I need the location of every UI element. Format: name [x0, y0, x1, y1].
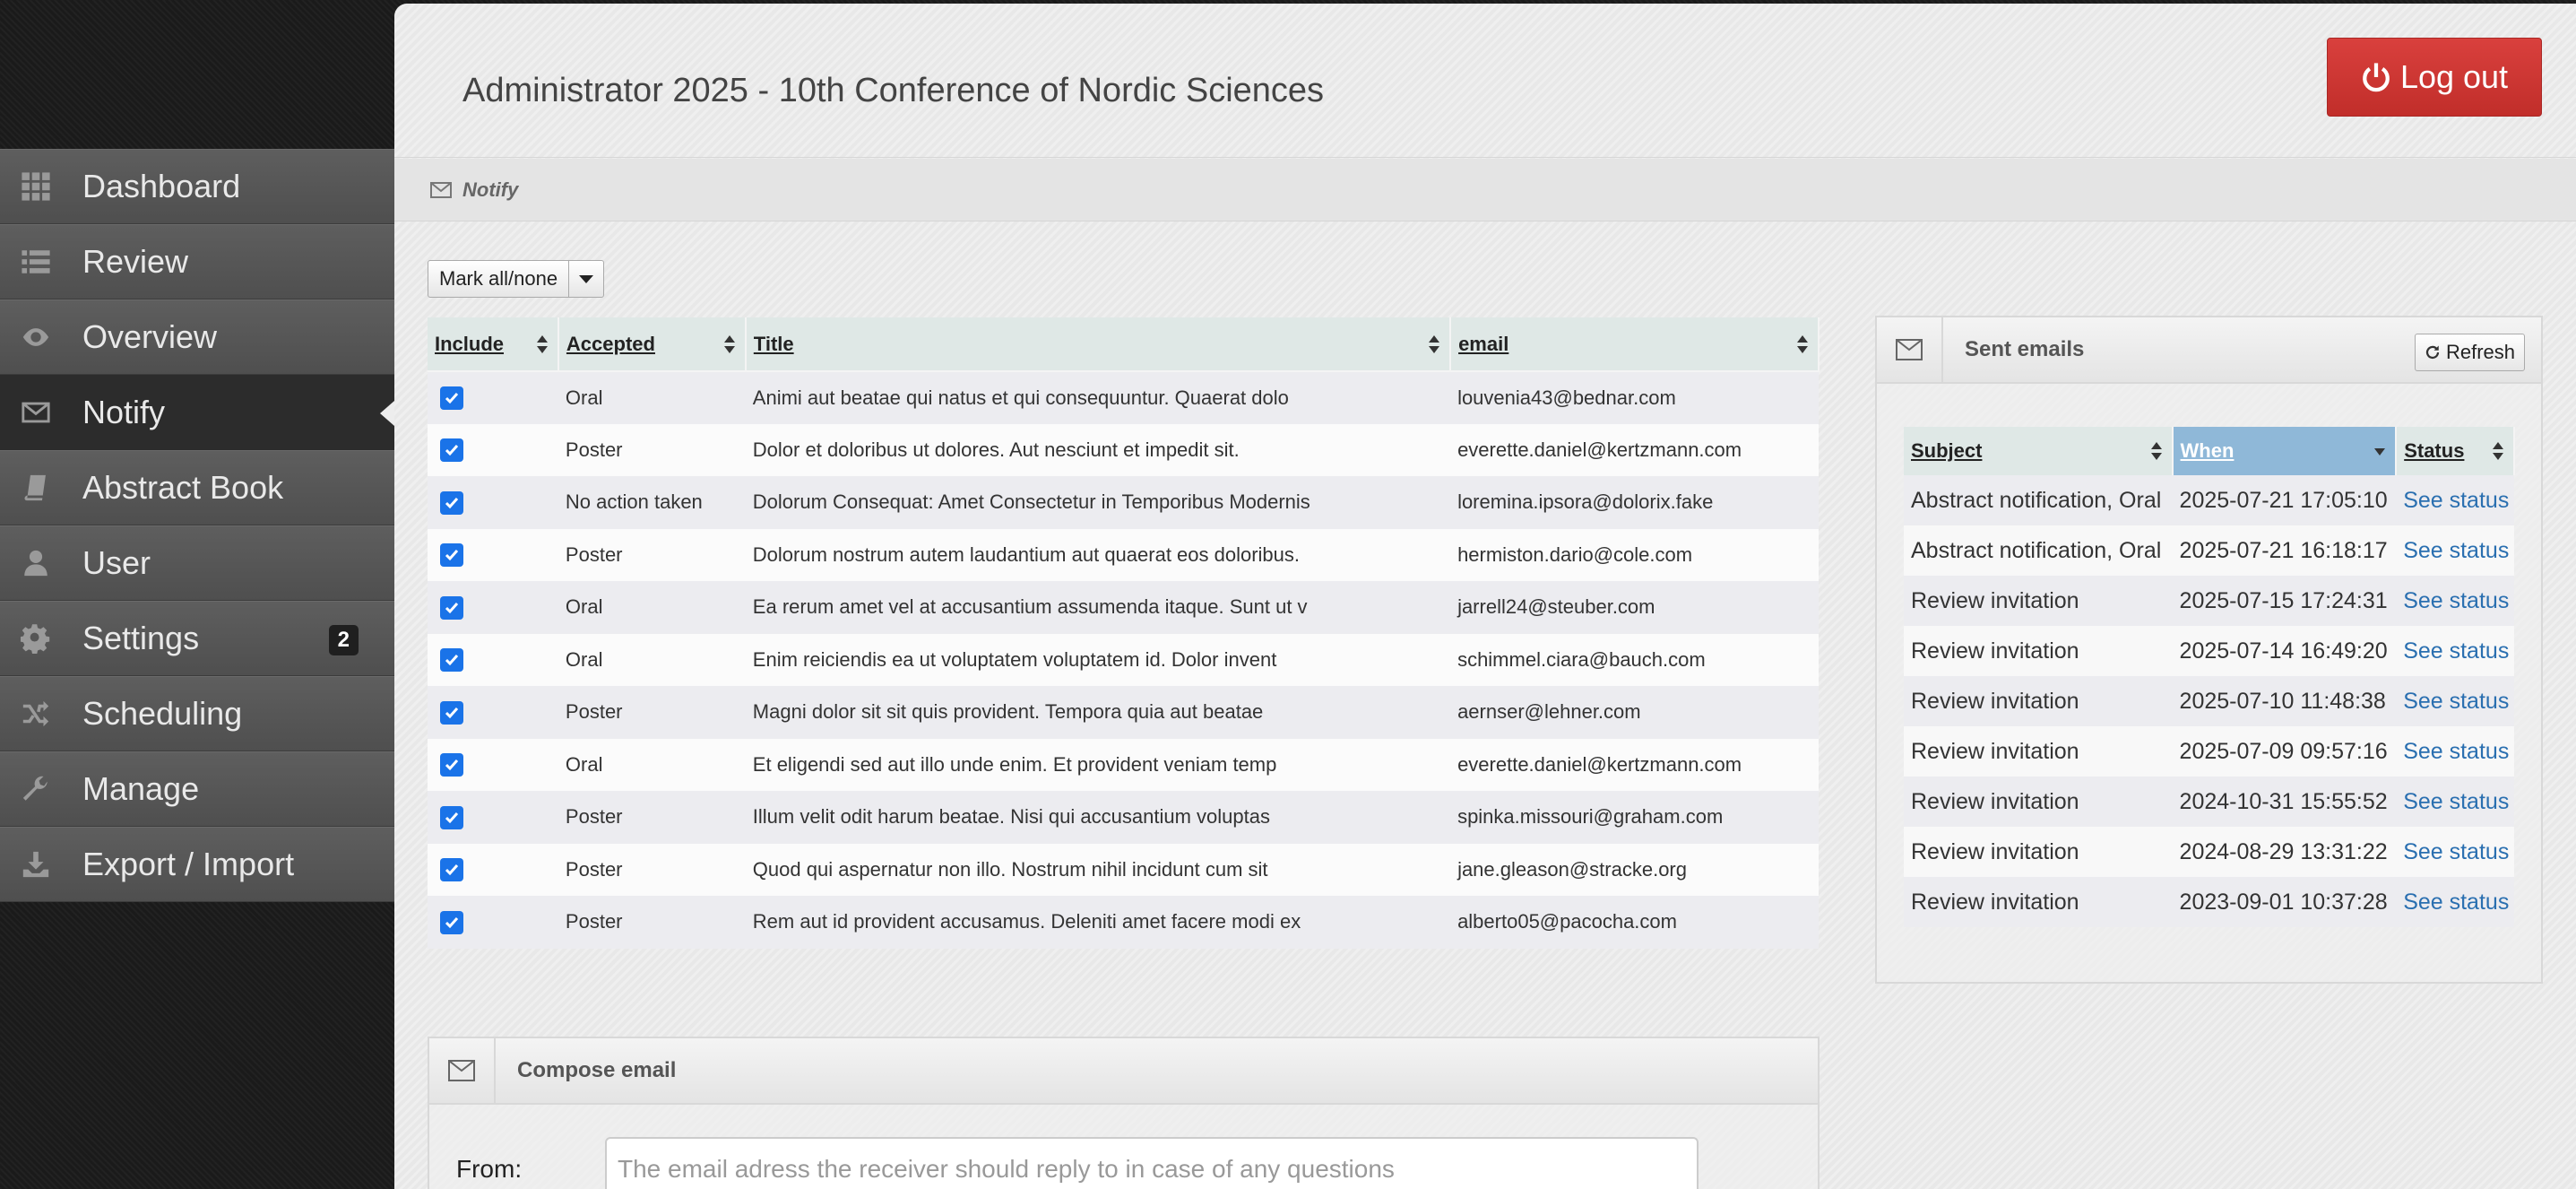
- sort-icon: [2150, 441, 2163, 461]
- table-header-row: [428, 317, 1819, 371]
- table-header-row: [1904, 427, 2514, 475]
- include-checkbox[interactable]: [440, 701, 463, 725]
- sidebar-item-label: Dashboard: [82, 168, 241, 204]
- sidebar-item-label: Overview: [82, 318, 218, 355]
- see-status-link[interactable]: See status: [2403, 838, 2510, 864]
- when-cell: 2025-07-21 16:18:17: [2173, 525, 2397, 576]
- sidebar-item-label: User: [82, 544, 151, 581]
- include-cell: [428, 739, 558, 792]
- refresh-button[interactable]: [2415, 334, 2525, 371]
- column-header-email[interactable]: email: [1450, 317, 1819, 371]
- check-icon: [444, 547, 460, 563]
- email-cell: jane.gleason@stracke.org: [1450, 844, 1819, 897]
- page-header: [394, 4, 2576, 158]
- check-icon: [444, 862, 460, 878]
- see-status-link[interactable]: See status: [2403, 587, 2510, 613]
- include-checkbox[interactable]: [440, 753, 463, 777]
- breadcrumb: [394, 159, 2576, 221]
- title-cell: Dolorum nostrum autem laudantium aut quaerat eos doloribus.: [746, 529, 1450, 582]
- sidebar-item-export-import[interactable]: [0, 827, 394, 902]
- page-title: Administrator 2025 - 10th Conference of Nordic Sciences: [462, 72, 1325, 109]
- main-content: [394, 4, 2576, 1189]
- sort-icon: [1796, 334, 1809, 354]
- email-cell: everette.daniel@kertzmann.com: [1450, 424, 1819, 477]
- see-status-link[interactable]: See status: [2403, 688, 2510, 714]
- table-row: [428, 581, 1819, 634]
- breadcrumb-label: Notify: [462, 178, 519, 201]
- include-checkbox[interactable]: [440, 491, 463, 515]
- include-cell: [428, 529, 558, 582]
- include-cell: [428, 424, 558, 477]
- sent-emails-table: [1904, 427, 2515, 927]
- refresh-icon: [2425, 344, 2441, 360]
- mark-all-none-label: Mark all/none: [428, 261, 569, 297]
- sidebar-item-abstract-book[interactable]: [0, 450, 394, 525]
- subject-cell: Abstract notification, Oral: [1904, 475, 2173, 525]
- list-icon: [0, 247, 82, 277]
- sidebar-item-label: Manage: [82, 770, 200, 807]
- include-checkbox[interactable]: [440, 386, 463, 410]
- when-cell: 2025-07-14 16:49:20: [2173, 626, 2397, 676]
- column-header-status[interactable]: Status: [2396, 427, 2514, 475]
- email-cell: louvenia43@bednar.com: [1450, 371, 1819, 424]
- wrench-icon: [0, 774, 82, 804]
- compose-email-title: Compose email: [517, 1058, 677, 1082]
- status-cell: [2396, 475, 2514, 525]
- status-cell: [2396, 827, 2514, 877]
- sort-icon: [723, 334, 736, 354]
- sidebar-item-review[interactable]: [0, 224, 394, 299]
- when-cell: 2024-10-31 15:55:52: [2173, 777, 2397, 827]
- accepted-cell: Poster: [558, 844, 746, 897]
- subject-cell: Review invitation: [1904, 576, 2173, 626]
- gear-icon: [0, 623, 82, 654]
- envelope-icon: [0, 397, 82, 428]
- table-row: [1904, 676, 2514, 726]
- table-row: [428, 371, 1819, 424]
- subject-cell: Review invitation: [1904, 827, 2173, 877]
- check-icon: [444, 652, 460, 668]
- when-cell: 2025-07-15 17:24:31: [2173, 576, 2397, 626]
- from-label: From:: [456, 1155, 523, 1183]
- see-status-link[interactable]: See status: [2403, 537, 2510, 563]
- email-cell: aernser@lehner.com: [1450, 686, 1819, 739]
- include-cell: [428, 476, 558, 529]
- subject-cell: Review invitation: [1904, 726, 2173, 777]
- table-row: [428, 686, 1819, 739]
- compose-email-panel: [428, 1037, 1820, 1189]
- see-status-link[interactable]: See status: [2403, 487, 2510, 513]
- title-cell: Et eligendi sed aut illo unde enim. Et provident veniam temp: [746, 739, 1450, 792]
- include-checkbox[interactable]: [440, 438, 463, 462]
- sidebar-item-user[interactable]: [0, 525, 394, 601]
- accepted-cell: Oral: [558, 581, 746, 634]
- sidebar-item-label: Settings: [82, 620, 200, 656]
- email-cell: alberto05@pacocha.com: [1450, 896, 1819, 949]
- include-checkbox[interactable]: [440, 806, 463, 829]
- table-row: [1904, 726, 2514, 777]
- envelope-icon: [1877, 317, 1943, 382]
- status-cell: [2396, 626, 2514, 676]
- title-cell: Magni dolor sit sit quis provident. Tempora quia aut beatae: [746, 686, 1450, 739]
- include-cell: [428, 581, 558, 634]
- subject-cell: Review invitation: [1904, 877, 2173, 927]
- status-cell: [2396, 726, 2514, 777]
- table-row: [428, 529, 1819, 582]
- when-cell: 2025-07-10 11:48:38: [2173, 676, 2397, 726]
- column-header-accepted[interactable]: Accepted: [558, 317, 746, 371]
- recipients-table: [428, 317, 1820, 949]
- sidebar-item-dashboard[interactable]: [0, 149, 394, 224]
- accepted-cell: Poster: [558, 424, 746, 477]
- title-cell: Dolor et doloribus ut dolores. Aut nesciunt et impedit sit.: [746, 424, 1450, 477]
- accepted-cell: Oral: [558, 739, 746, 792]
- accepted-cell: Oral: [558, 634, 746, 687]
- eye-icon: [0, 322, 82, 352]
- download-icon: [0, 849, 82, 880]
- sort-desc-icon: [2373, 441, 2386, 461]
- email-cell: loremina.ipsora@dolorix.fake: [1450, 476, 1819, 529]
- user-icon: [0, 548, 82, 578]
- include-cell: [428, 844, 558, 897]
- accepted-cell: Oral: [558, 371, 746, 424]
- include-cell: [428, 686, 558, 739]
- sidebar-item-overview[interactable]: [0, 299, 394, 375]
- title-cell: Rem aut id provident accusamus. Deleniti amet facere modi ex: [746, 896, 1450, 949]
- when-cell: 2023-09-01 10:37:28: [2173, 877, 2397, 927]
- title-cell: Illum velit odit harum beatae. Nisi qui accusantium voluptas: [746, 791, 1450, 844]
- column-header-subject[interactable]: Subject: [1904, 427, 2173, 475]
- status-cell: [2396, 576, 2514, 626]
- sidebar-item-label: Review: [82, 243, 189, 280]
- sidebar-item-scheduling[interactable]: [0, 676, 394, 751]
- title-cell: Animi aut beatae qui natus et qui consequuntur. Quaerat dolo: [746, 371, 1450, 424]
- status-cell: [2396, 777, 2514, 827]
- include-checkbox[interactable]: [440, 543, 463, 567]
- email-cell: jarrell24@steuber.com: [1450, 581, 1819, 634]
- sent-emails-title: Sent emails: [1965, 337, 2085, 361]
- sort-icon: [536, 334, 549, 354]
- accepted-cell: Poster: [558, 686, 746, 739]
- table-row: [428, 424, 1819, 477]
- email-cell: spinka.missouri@graham.com: [1450, 791, 1819, 844]
- chevron-down-icon[interactable]: [569, 261, 603, 297]
- column-header-include[interactable]: Include: [428, 317, 558, 371]
- email-cell: everette.daniel@kertzmann.com: [1450, 739, 1819, 792]
- table-row: [1904, 877, 2514, 927]
- accepted-cell: No action taken: [558, 476, 746, 529]
- power-icon: [2361, 62, 2391, 92]
- column-header-when[interactable]: When: [2173, 427, 2397, 475]
- sidebar-item-manage[interactable]: [0, 751, 394, 827]
- table-row: [1904, 626, 2514, 676]
- sidebar-item-label: Scheduling: [82, 695, 243, 732]
- shuffle-icon: [0, 699, 82, 729]
- from-email-input[interactable]: [605, 1137, 1699, 1189]
- envelope-icon: [429, 1038, 496, 1103]
- include-checkbox[interactable]: [440, 858, 463, 881]
- book-icon: [0, 473, 82, 503]
- table-row: [428, 476, 1819, 529]
- include-checkbox[interactable]: [440, 648, 463, 672]
- title-cell: Ea rerum amet vel at accusantium assumenda itaque. Sunt ut v: [746, 581, 1450, 634]
- accepted-cell: Poster: [558, 896, 746, 949]
- table-row: [1904, 576, 2514, 626]
- table-row: [1904, 475, 2514, 525]
- accepted-cell: Poster: [558, 529, 746, 582]
- sidebar-item-label: Notify: [82, 394, 166, 430]
- sent-emails-header: [1877, 317, 2541, 384]
- title-cell: Enim reiciendis ea ut voluptatem voluptatem id. Dolor invent: [746, 634, 1450, 687]
- accepted-cell: Poster: [558, 791, 746, 844]
- include-cell: [428, 791, 558, 844]
- include-cell: [428, 896, 558, 949]
- check-icon: [444, 495, 460, 511]
- mark-all-none-button[interactable]: [428, 260, 604, 298]
- when-cell: 2024-08-29 13:31:22: [2173, 827, 2397, 877]
- subject-cell: Abstract notification, Oral: [1904, 525, 2173, 576]
- logout-button[interactable]: [2327, 38, 2542, 117]
- compose-email-header: [429, 1038, 1818, 1105]
- title-cell: Dolorum Consequat: Amet Consectetur in Temporibus Modernis: [746, 476, 1450, 529]
- logout-label: Log out: [2399, 58, 2509, 95]
- envelope-icon: [430, 182, 452, 198]
- check-icon: [444, 757, 460, 773]
- see-status-link[interactable]: See status: [2403, 788, 2510, 814]
- check-icon: [444, 915, 460, 931]
- subject-cell: Review invitation: [1904, 676, 2173, 726]
- subject-cell: Review invitation: [1904, 626, 2173, 676]
- status-cell: [2396, 525, 2514, 576]
- sidebar-item-notify[interactable]: [0, 375, 394, 450]
- check-icon: [444, 705, 460, 721]
- grid-icon: [0, 171, 82, 202]
- check-icon: [444, 442, 460, 458]
- refresh-label: Refresh: [2445, 341, 2515, 363]
- settings-badge: 2: [329, 625, 359, 655]
- status-cell: [2396, 676, 2514, 726]
- table-row: [1904, 827, 2514, 877]
- include-cell: [428, 634, 558, 687]
- status-cell: [2396, 877, 2514, 927]
- sort-icon: [1428, 334, 1440, 354]
- check-icon: [444, 390, 460, 406]
- see-status-link[interactable]: See status: [2403, 638, 2510, 664]
- table-row: [428, 739, 1819, 792]
- sort-icon: [2492, 441, 2504, 461]
- sidebar-item-label: Export / Import: [82, 846, 295, 882]
- see-status-link[interactable]: See status: [2403, 889, 2510, 915]
- include-checkbox[interactable]: [440, 596, 463, 620]
- sent-emails-panel: [1875, 316, 2543, 984]
- column-header-title[interactable]: Title: [746, 317, 1450, 371]
- sidebar-item-settings[interactable]: [0, 601, 394, 676]
- table-row: [428, 791, 1819, 844]
- subject-cell: Review invitation: [1904, 777, 2173, 827]
- table-row: [1904, 777, 2514, 827]
- check-icon: [444, 810, 460, 826]
- when-cell: 2025-07-21 17:05:10: [2173, 475, 2397, 525]
- include-checkbox[interactable]: [440, 911, 463, 934]
- title-cell: Quod qui aspernatur non illo. Nostrum nihil incidunt cum sit: [746, 844, 1450, 897]
- sidebar: [0, 149, 394, 902]
- when-cell: 2025-07-09 09:57:16: [2173, 726, 2397, 777]
- table-row: [428, 634, 1819, 687]
- table-row: [428, 844, 1819, 897]
- table-row: [428, 896, 1819, 949]
- include-cell: [428, 371, 558, 424]
- check-icon: [444, 600, 460, 616]
- sidebar-item-label: Abstract Book: [82, 469, 284, 506]
- see-status-link[interactable]: See status: [2403, 738, 2510, 764]
- table-row: [1904, 525, 2514, 576]
- email-cell: hermiston.dario@cole.com: [1450, 529, 1819, 582]
- email-cell: schimmel.ciara@bauch.com: [1450, 634, 1819, 687]
